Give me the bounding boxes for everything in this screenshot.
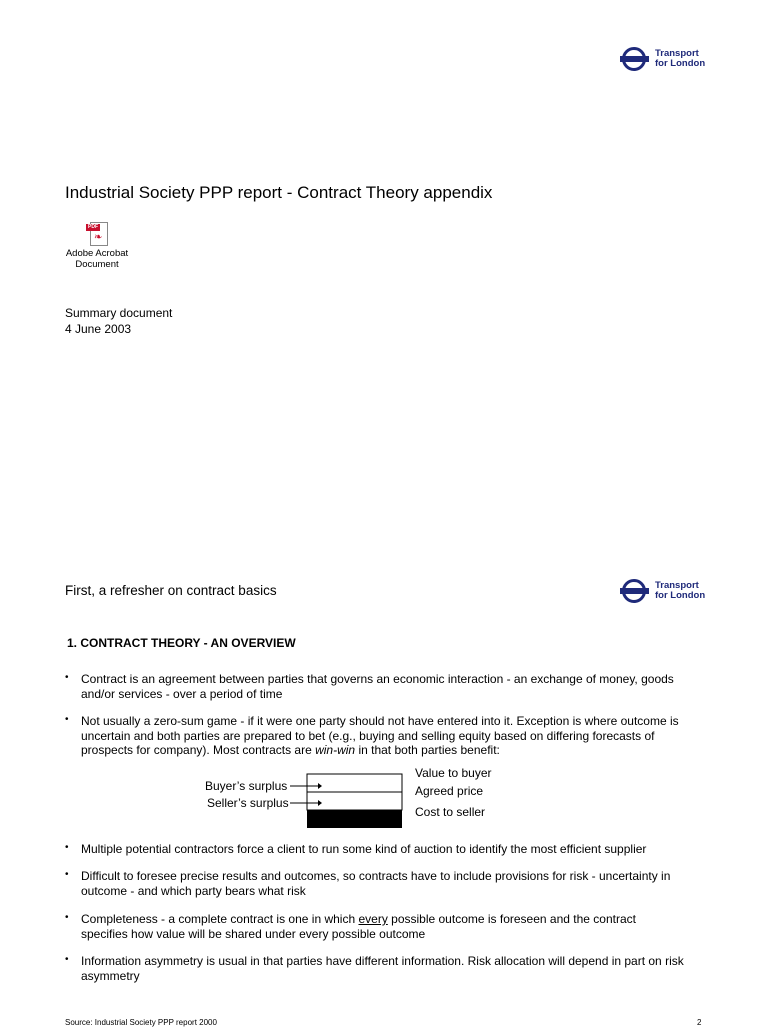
bullet-text: Multiple potential contractors force a client to run some kind of auction to identify the most efficient supplier [81, 842, 647, 856]
sellers-surplus-label: Seller’s surplus [207, 796, 289, 810]
section-title: First, a refresher on contract basics [65, 583, 277, 598]
bullet-item [65, 842, 685, 857]
page-number: 2 [697, 1018, 702, 1027]
section-heading: 1. CONTRACT THEORY - AN OVERVIEW [67, 636, 296, 650]
pdf-file-icon[interactable]: PDF ❧ [86, 222, 108, 246]
summary-label: Summary document [65, 306, 173, 320]
logo-line1: Transport [655, 48, 699, 59]
bullet-text-part: in that both parties benefit: [355, 743, 500, 757]
bullet-text-part: Not usually a zero-sum game - if it were one party should not have entered into it. Exception is where outcome is uncertain and both parties are prepared to bet (e.g., buying and selling equity based on differing forecasts of prospects for company). Most contracts are [81, 714, 679, 757]
bullet-text [81, 912, 685, 941]
pdf-tag: PDF [88, 224, 98, 230]
buyers-surplus-label: Buyer’s surplus [205, 779, 288, 793]
bullet-text: Information asymmetry is usual in that parties have different information. Risk allocation will depend in part on risk asymmetry [81, 954, 684, 983]
bullet-text: Contract is an agreement between parties that governs an economic interaction - an exchange of money, goods and/or services - over a period of time [81, 672, 674, 701]
bullet-dot-icon: • [65, 954, 69, 965]
attachment-label-line2: Document [75, 259, 119, 270]
logo-line2: for London [655, 590, 706, 601]
value-to-buyer-label: Value to buyer [415, 766, 492, 780]
bullet-dot-icon: • [65, 912, 69, 923]
bullet-text-part: Completeness - a complete contract is one in which [81, 912, 359, 926]
bullet-text-italic: win-win [315, 743, 356, 757]
logo-line1: Transport [655, 580, 699, 591]
agreed-price-label: Agreed price [415, 784, 484, 798]
footer-source: Source: Industrial Society PPP report 2000 [65, 1018, 217, 1027]
cost-to-seller-label: Cost to seller [415, 805, 486, 819]
bullet-dot-icon: • [65, 672, 69, 683]
bullet-item [65, 869, 685, 898]
bullet-dot-icon: • [65, 714, 69, 725]
bullet-text-underline: every [358, 912, 388, 926]
attachment-label-line1: Adobe Acrobat [65, 248, 129, 259]
bullet-item [65, 912, 685, 941]
logo-line2: for London [655, 58, 706, 69]
summary-date: 4 June 2003 [65, 322, 132, 336]
cost-block [307, 810, 402, 828]
bullet-dot-icon: • [65, 869, 69, 880]
bullet-text-part: possible outcome is foreseen and the contract specifies how value will be shared under every possible outcome [81, 912, 636, 941]
bullet-text: Difficult to foresee precise results and outcomes, so contracts have to include provisions for risk - uncertainty in outcome - and which party bears what risk [81, 869, 671, 898]
page-title: Industrial Society PPP report - Contract Theory appendix [65, 183, 493, 202]
bullet-item [65, 954, 685, 983]
bullet-dot-icon: • [65, 842, 69, 853]
